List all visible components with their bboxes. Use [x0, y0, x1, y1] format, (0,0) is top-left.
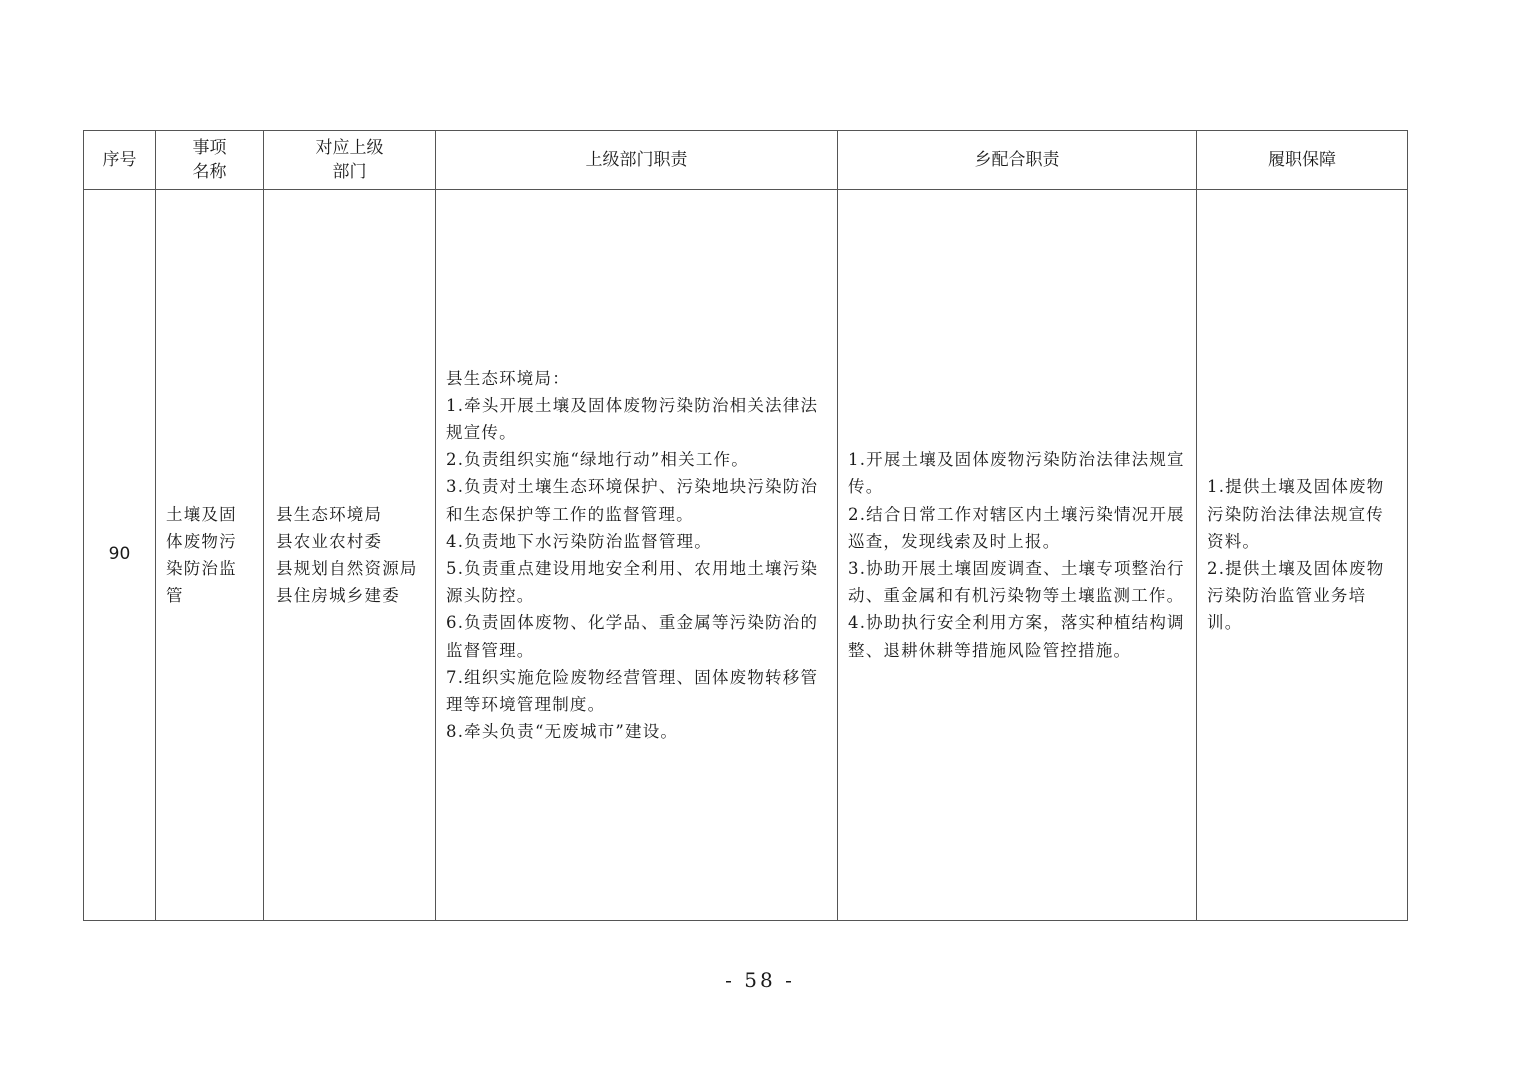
- header-item-name-line1: 事项: [192, 138, 227, 158]
- department-item: 县生态环境局: [276, 504, 383, 524]
- row-item-name-cell: [156, 190, 264, 921]
- row-town-duty-cell: [838, 190, 1197, 921]
- header-item-name-line2: 名称: [192, 162, 227, 182]
- town-duty-item: 4.协助执行安全利用方案，落实种植结构调整、退耕休耕等措施风险管控措施。: [848, 613, 1185, 660]
- upper-duty-item: 5.负责重点建设用地安全利用、农用地土壤污染源头防控。: [446, 559, 819, 606]
- town-duty-item: 3.协助开展土壤固废调查、土壤专项整治行动、重金属和有机污染物等土壤监测工作。: [848, 559, 1185, 606]
- row-departments-cell: [264, 190, 436, 921]
- header-upper-duty: 上级部门职责: [436, 131, 838, 190]
- department-item: 县住房城乡建委: [276, 586, 400, 606]
- header-index: 序号: [84, 131, 156, 190]
- header-guarantee: 履职保障: [1197, 131, 1408, 190]
- row-item-name: 土壤及固体废物污染防治监管: [166, 504, 237, 606]
- table-header-row: [84, 131, 1408, 190]
- row-index: 90: [84, 190, 156, 921]
- upper-duty-item: 3.负责对土壤生态环境保护、污染地块污染防治和生态保护等工作的监督管理。: [446, 477, 819, 524]
- upper-duty-item: 6.负责固体废物、化学品、重金属等污染防治的监督管理。: [446, 613, 819, 660]
- upper-duty-item: 1.牵头开展土壤及固体废物污染防治相关法律法规宣传。: [446, 395, 819, 442]
- row-upper-duty-cell: [436, 190, 838, 921]
- upper-duty-item: 7.组织实施危险废物经营管理、固体废物转移管理等环境管理制度。: [446, 667, 819, 715]
- header-town-duty: 乡配合职责: [838, 131, 1197, 190]
- guarantee-item: 1.提供土壤及固体废物污染防治法律法规宣传资料。: [1207, 477, 1385, 551]
- row-guarantee-cell: [1197, 190, 1408, 921]
- guarantee-item: 2.提供土壤及固体废物污染防治监管业务培训。: [1207, 559, 1385, 633]
- header-department: [264, 131, 436, 190]
- header-department-line1: 对应上级: [315, 138, 384, 158]
- upper-duty-title: 县生态环境局：: [446, 368, 570, 388]
- upper-duty-item: 4.负责地下水污染防治监督管理。: [446, 531, 712, 551]
- upper-duty-item: 8.牵头负责“无废城市”建设。: [446, 722, 679, 742]
- department-item: 县规划自然资源局: [276, 559, 418, 578]
- header-department-line2: 部门: [332, 162, 367, 182]
- table-row: [84, 190, 1408, 921]
- town-duty-item: 2.结合日常工作对辖区内土壤污染情况开展巡查，发现线索及时上报。: [848, 504, 1185, 551]
- page-number: - 58 -: [725, 968, 795, 992]
- town-duty-item: 1.开展土壤及固体废物污染防治法律法规宣传。: [848, 450, 1185, 497]
- header-item-name: [156, 131, 264, 190]
- duty-table: [83, 130, 1408, 921]
- department-item: 县农业农村委: [276, 531, 383, 551]
- upper-duty-item: 2.负责组织实施“绿地行动”相关工作。: [446, 450, 749, 470]
